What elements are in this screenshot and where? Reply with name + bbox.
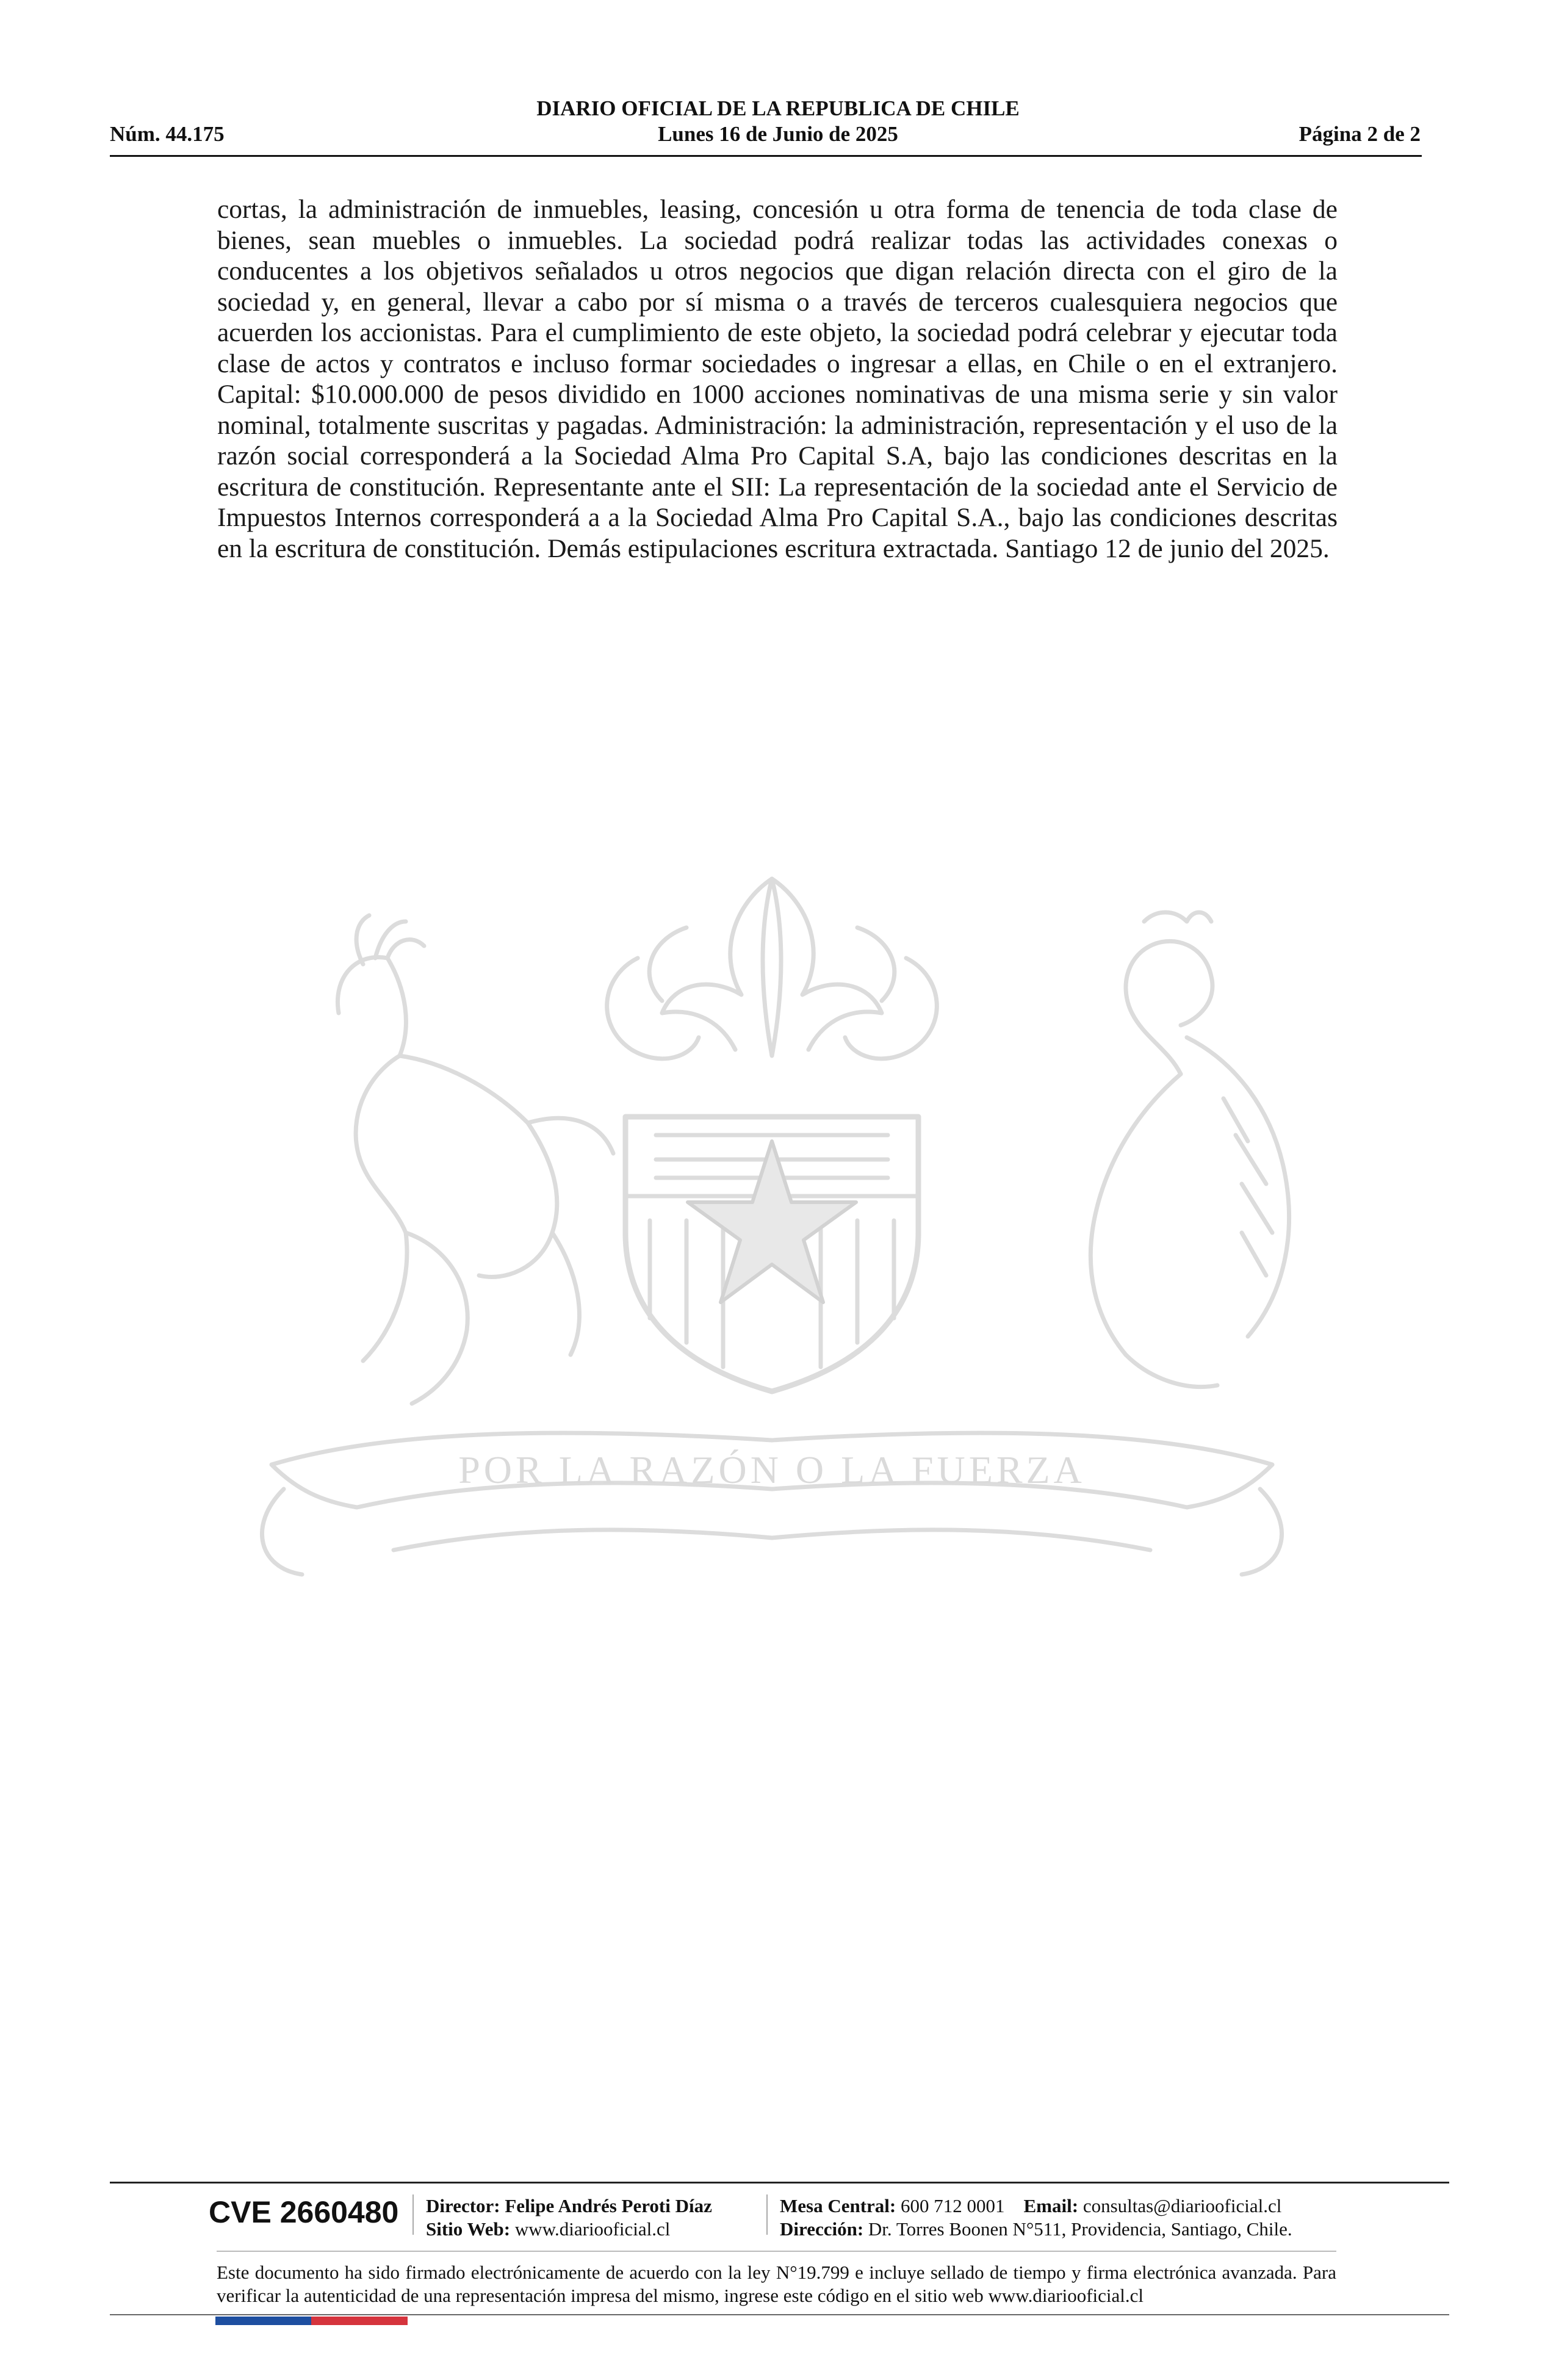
flag-stripe-red — [311, 2317, 408, 2325]
director-value: Felipe Andrés Peroti Díaz — [505, 2195, 712, 2216]
motto-text: POR LA RAZÓN O LA FUERZA — [458, 1448, 1086, 1491]
extract-body-text: cortas, la administración de inmuebles, leasing, concesión u otra forma de tenencia de toda clase de bienes, sean muebles o inmuebles. La sociedad podrá realizar todas las actividades conexas o conducentes a los objetivos señalados u otros negocios que digan relación directa con el giro de la sociedad y, en general, llevar a cabo por sí misma o a través de terceros cualesquiera negocios que acuerden los accionistas. Para el cumplimiento de este objeto, la sociedad podrá celebrar y ejecutar toda clase de actos y contratos e incluso formar sociedades o ingresar a ellas, en Chile o en el extranjero. Capital: $10.000.000 de pesos dividido en 1000 acciones nominativas de una misma serie y sin valor nominal, totalmente suscritas y pagadas. Administración: la administración, representación y el uso de la razón social corresponderá a la Sociedad Alma Pro Capital S.A, bajo las condiciones descritas en la escritura de constitución. Representante ante el SII: La representación de la sociedad ante el Servicio de Impuestos Internos corresponderá a a la Sociedad Alma Pro Capital S.A., bajo las condiciones descritas en la escritura de constitución. Demás estipulaciones escritura extractada. Santiago 12 de junio del 2025. — [217, 195, 1338, 563]
page-indicator: Página 2 de 2 — [1298, 122, 1421, 146]
mesa-label: Mesa Central: — [780, 2195, 896, 2216]
footer-separator — [766, 2194, 768, 2235]
website-label: Sitio Web: — [426, 2218, 511, 2240]
flag-stripe-blue — [215, 2317, 311, 2325]
footer-contact-block — [780, 2194, 1292, 2241]
email-link[interactable]: consultas@diariooficial.cl — [1082, 2195, 1282, 2216]
plumes-crest-icon — [607, 879, 937, 1059]
address-label: Dirección: — [780, 2218, 864, 2240]
issue-number: Núm. 44.175 — [110, 122, 225, 146]
star-icon — [688, 1141, 856, 1302]
header-divider — [110, 155, 1422, 157]
footer-mid-divider — [217, 2251, 1336, 2252]
issue-date: Lunes 16 de Junio de 2025 — [658, 122, 898, 146]
footer-separator — [412, 2194, 414, 2235]
email-label: Email: — [1023, 2195, 1079, 2216]
condor-icon — [1090, 912, 1289, 1387]
footer-bottom-divider — [110, 2314, 1449, 2315]
website-link[interactable]: www.diariooficial.cl — [514, 2218, 671, 2240]
footer-top-divider — [110, 2182, 1449, 2183]
electronic-signature-notice: Este documento ha sido firmado electrónicamente de acuerdo con la ley N°19.799 e incluye sellado de tiempo y firma electrónica avanzada. Para verificar la autenticidad de una representación impresa del mismo, ingrese este código en el sitio web www.diariooficial.cl — [217, 2262, 1336, 2306]
coat-of-arms-watermark — [211, 854, 1333, 1672]
director-label: Director: — [426, 2195, 500, 2216]
cve-code: CVE 2660480 — [209, 2195, 399, 2229]
footer-director-block — [426, 2194, 712, 2241]
mesa-phone: 600 712 0001 — [901, 2195, 1005, 2216]
address-value: Dr. Torres Boonen N°511, Providencia, Santiago, Chile. — [868, 2218, 1292, 2240]
huemul-icon — [337, 915, 613, 1404]
newspaper-title: DIARIO OFICIAL DE LA REPUBLICA DE CHILE — [536, 96, 1020, 120]
